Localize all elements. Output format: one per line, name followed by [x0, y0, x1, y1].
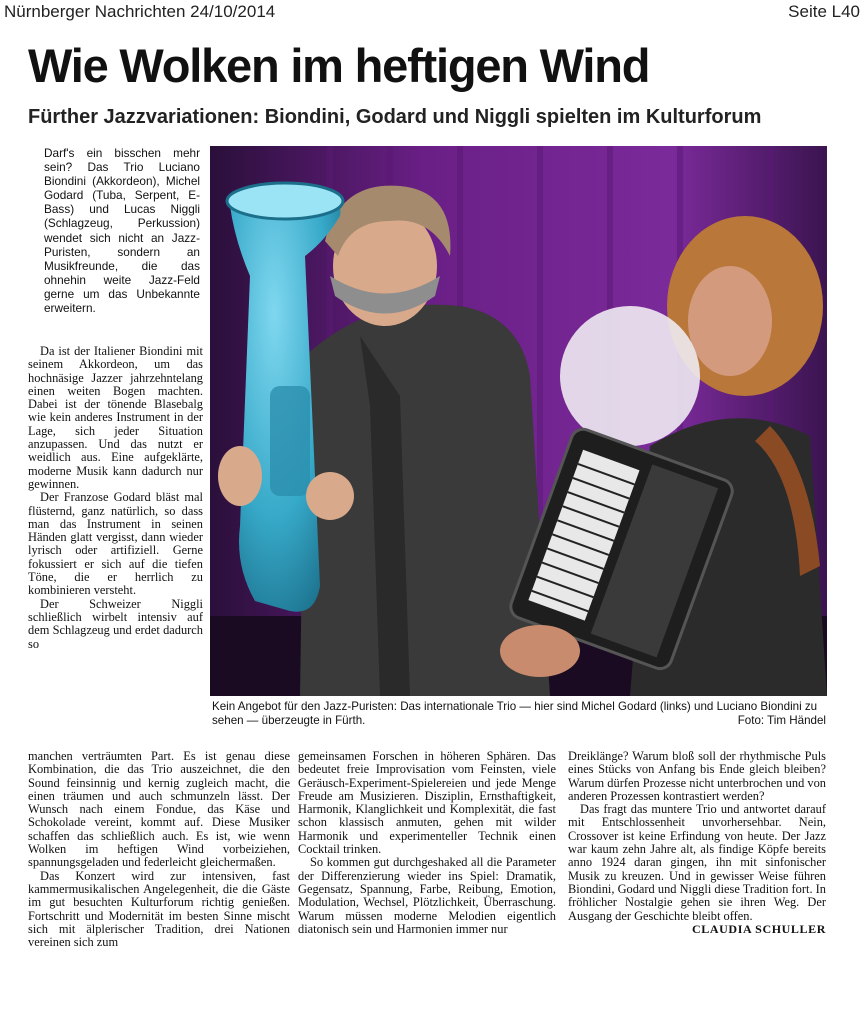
paragraph: Der Schweizer Niggli schließlich wirbelt intensiv auf dem Schlagzeug und erdet dadurch so: [28, 596, 203, 651]
page-number: Seite L40: [788, 2, 860, 21]
paragraph: Das Konzert wird zur intensiven, fast kammermusikalischen Angelegenheit, die die Gäste im gut besuchten Kulturforum richtig genießen. Fortschritt und Modernität im besten Sinne mischt sich mit älplerischer Tradition, drei Nationen vereinen sich zum: [28, 868, 290, 950]
lead-paragraph: Darf's ein bisschen mehr sein? Das Trio Luciano Biondini (Akkordeon), Michel Godard (Tuba, Serpent, E-Bass) und Lucas Niggli (Schlagzeug, Perkussion) wendet sich nicht an Jazz-Puristen, sondern an Musikfreunde, die das ohnehin weite Jazz-Feld gerne um das Unbekannte erweitern.: [44, 146, 200, 316]
headline: Wie Wolken im heftigen Wind: [28, 39, 650, 92]
article-column-3: [568, 750, 826, 1025]
paragraph: Dreiklänge? Warum bloß soll der rhythmische Puls eines Stücks von Anfang bis Ende gleich bleiben? Warum dürfen Prozesse nicht unterbrochen und von anderen Prozessen kontrastiert werden?: [568, 750, 826, 803]
photo-caption: [212, 700, 826, 728]
concert-photo: [210, 146, 827, 696]
paragraph: So kommen gut durchgeshaked all die Parameter der Differenzierung wieder ins Spiel: Dramatik, Gegensatz, Spannung, Farbe, Reibung, Emotion, Modulation, Wechsel, Plötzlichkeit, Überraschung. Warum müssen moderne Melodien eigentlich diatonisch sein und Harmonien immer nur: [298, 855, 556, 936]
paragraph: Das fragt das muntere Trio und antwortet darauf mit Entschlossenheit unvorhersehbar. Nein, Crossover ist keine Erfindung von heute. Der Jazz war kaum zehn Jahre alt, als findige Köpfe bereits anno 1924 daran gingen, ihn mit sinfonischer Musik zu kreuzen. Und in gewisser Weise führen Biondini, Godard und Niggli diese Tradition fort. In fröhlicher Nostalgie gehen sie ihren Weg. Der Ausgang der Geschichte bleibt offen.: [568, 802, 826, 923]
paragraph: Da ist der Italiener Biondini mit seinem Akkordeon, um das hochnäsige Jazzer jahrzehntelang einen weiten Bogen machten. Dabei ist der tönende Blasebalg wie kein anderes Instrument in der Lage, sich jeder Situation anzupassen. Und das nutzt er weidlich aus. Eine aufgeklärte, moderne Musik kann dadurch nur gewinnen.: [28, 345, 203, 491]
paragraph: gemeinsamen Forschen in höheren Sphären. Das bedeutet freie Improvisation vom Feinsten, viele Geräusch-Experiment-Spielereien und jede Menge Freude am Musizieren. Disziplin, Ernsthaftigkeit, Harmonik, Klanglichkeit und Komplexität, die fast schon klassisch anmuten, gehen mit wilder Harmonik und experimenteller Technik einen Cocktail trinken.: [298, 750, 556, 857]
article-column-1-bottom: [28, 750, 290, 1025]
paragraph: Der Franzose Godard bläst mal flüsternd, ganz natürlich, so dass man das Instrument in seinen Händen glatt vergisst, dann wieder lyrisch oder artifiziell. Gerne fokussiert er sich auf die tiefen Töne, die er herrlich zu kombinieren versteht.: [28, 490, 203, 598]
photo-credit: Foto: Tim Händel: [737, 714, 826, 727]
caption-text: Kein Angebot für den Jazz-Puristen: Das internationale Trio — hier sind Michel Godard (links) und Luciano Biondini zu sehen — überzeugte in Fürth.: [212, 700, 818, 727]
publication-name: Nürnberger Nachrichten 24/10/2014: [4, 2, 276, 21]
subheadline: Fürther Jazzvariationen: Biondini, Godard und Niggli spielten im Kulturforum: [28, 106, 762, 128]
paragraph: manchen verträumten Part. Es ist genau diese Kombination, die das Trio auszeichnet, die den Sound feinsinnig und kernig zugleich macht, die einen träumen und auch schmunzeln lässt. Der Wunsch nach einem Fondue, das Käse und Schokolade vereint, kommt auf. Diese Musiker schaffen das schließlich auch. Es ist, wie wenn Wolken im heftigen Wind vorbeiziehen, spannungsgeladen und federleicht gleichermaßen.: [28, 750, 290, 870]
article-column-1-top: [28, 345, 203, 750]
article-column-2: [298, 750, 556, 1025]
author-byline: CLAUDIA SCHULLER: [692, 921, 826, 936]
